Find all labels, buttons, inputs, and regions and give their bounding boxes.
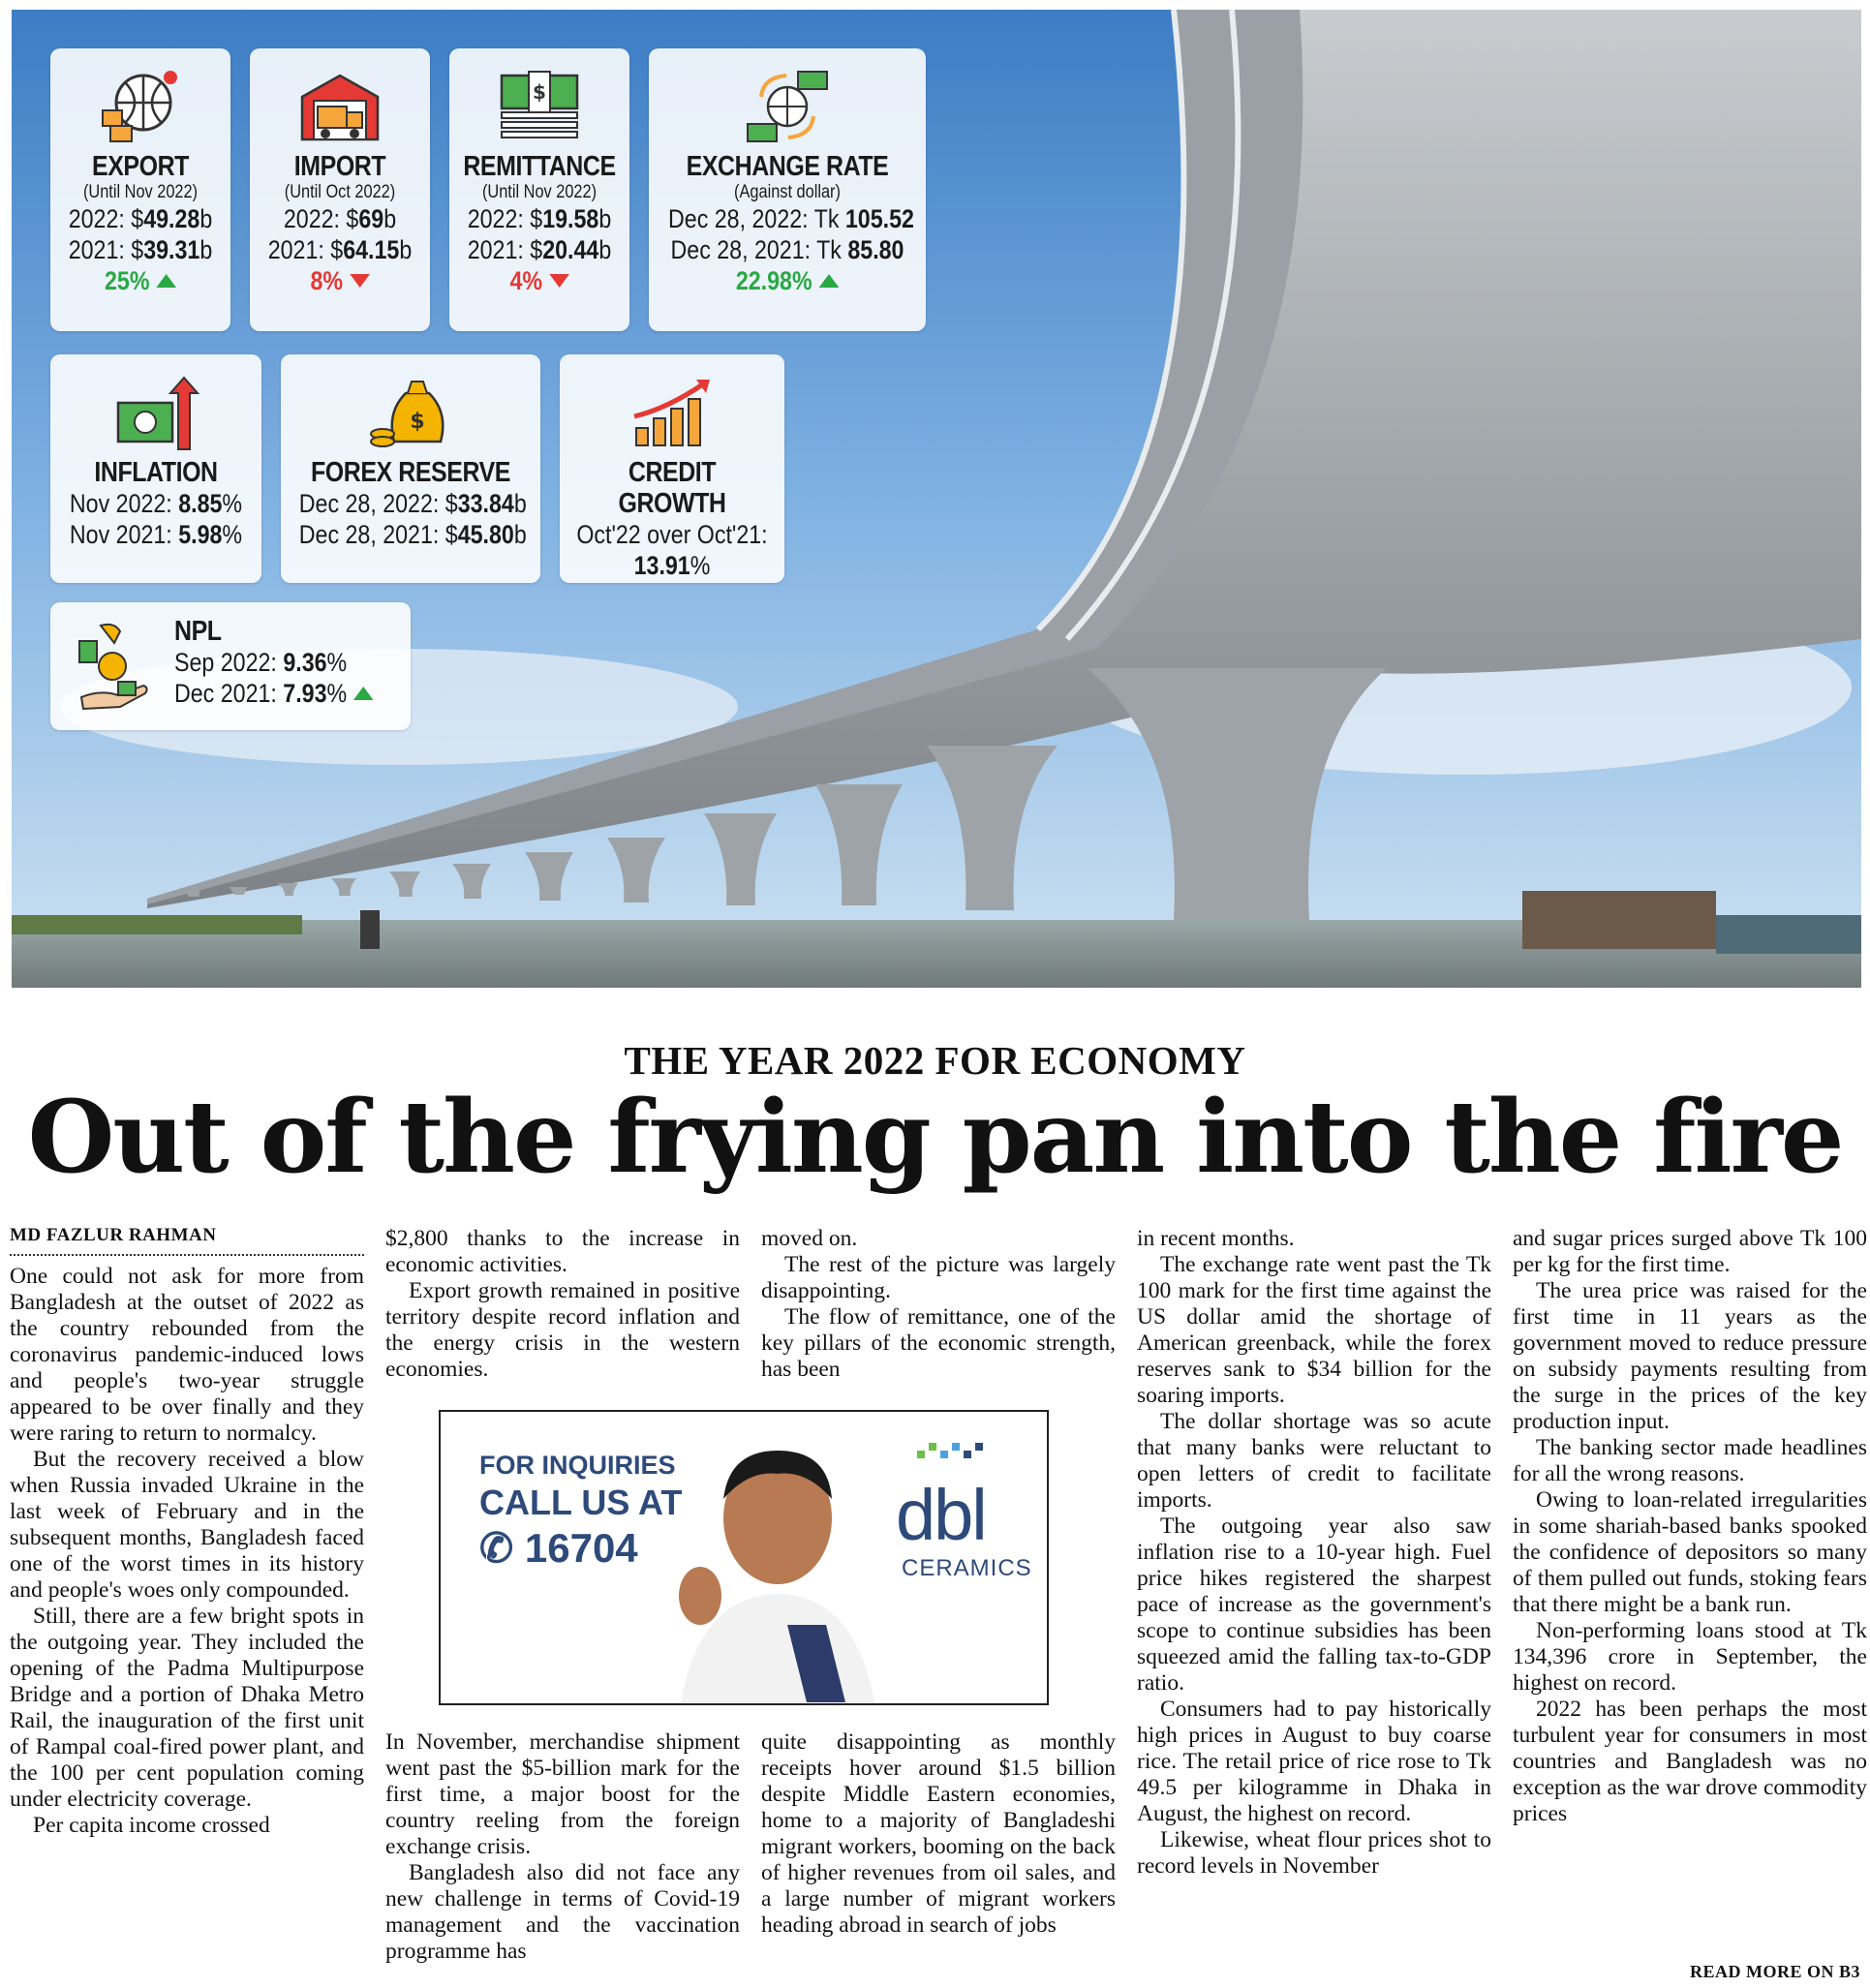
paragraph: Likewise, wheat flour prices shot to record levels in November [1137,1827,1491,1879]
paragraph: But the recovery received a blow when Russia invaded Ukraine in the last week of February and in the subsequent months, Bangladesh faced one of the worst times in its history and people's woes only compounded. [10,1447,364,1603]
paragraph: Non-performing loans stood at Tk 134,396 crore in September, the highest on record. [1513,1618,1867,1696]
export-card [50,48,230,331]
npl-card [50,602,411,730]
import-card [250,48,430,331]
npl-2021: Dec 2021: 7.93% [174,678,374,709]
column-3-top [761,1226,1116,1383]
credit-growth-value: 13.91% [633,551,711,580]
paragraph: moved on. [761,1226,858,1251]
remittance-card [449,48,629,331]
column-3-bottom [761,1729,1116,1939]
kicker: THE YEAR 2022 FOR ECONOMY [624,1038,1246,1083]
exchange-rate-2022: Dec 28, 2022: Tk 105.52 [668,204,914,233]
ad-model-image [661,1431,884,1702]
currency-exchange-icon [744,68,831,145]
dbl-logo: dbl [896,1475,986,1555]
paragraph: The outgoing year also saw inflation rise to a 10-year high. Fuel price hikes registered the sharpest pace of increase as the government's scope to continue subsidies has been squeezed amid the falling tax-to-GDP ratio. [1137,1514,1491,1696]
dbl-logo-subtitle: CERAMICS [902,1555,1032,1581]
credit-growth-card [560,354,784,583]
paragraph: Bangladesh also did not face any new challenge in terms of Covid-19 management and the vaccination programme has [385,1860,740,1964]
phone-icon: ✆ [479,1525,525,1571]
paragraph: in recent months. [1137,1226,1295,1251]
ad-inquiries-text: FOR INQUIRIES [479,1451,676,1480]
paragraph: $2,800 thanks to the increase in economic activities. [385,1226,740,1277]
column-2-bottom [385,1729,740,1965]
paragraph: and sugar prices surged above Tk 100 per kg for the first time. [1513,1226,1867,1277]
up-arrow-icon [156,274,176,288]
growth-chart-icon [628,374,716,451]
column-1 [10,1222,364,1839]
ad-phone[interactable]: ✆ 16704 [479,1525,638,1571]
money-stack-icon [496,68,583,145]
exchange-rate-title: EXCHANGE RATE [686,151,889,182]
export-2022: 2022: $49.28b [68,204,213,233]
warehouse-truck-icon [296,68,383,145]
ad-call-text: CALL US AT [479,1483,683,1522]
taka-arrow-up-icon [112,374,199,451]
exchange-rate-subtitle: (Against dollar) [734,182,841,202]
npl-title: NPL [174,616,222,647]
paragraph: The urea price was raised for the first time in 11 years as the government moved to reduce pressure on subsidy payments resulting from the surge in the prices of the key production input. [1513,1278,1867,1434]
headline: Out of the frying pan into the fire [27,1079,1843,1196]
column-4 [1137,1226,1491,1880]
dbl-ceramics-ad[interactable] [439,1410,1049,1705]
svg-text:$: $ [410,410,425,434]
paragraph: The banking sector made headlines for all the wrong reasons. [1513,1435,1867,1486]
npl-2022: Sep 2022: 9.36% [174,648,348,677]
export-title: EXPORT [92,151,189,182]
paragraph: The dollar shortage was so acute that many banks were reluctant to open letters of credit to facilitate imports. [1137,1409,1491,1513]
export-subtitle: (Until Nov 2022) [82,182,199,202]
paragraph: 2022 has been perhaps the most turbulent year for consumers in most countries and Bangladesh was no exception as the war drove commodity prices [1513,1697,1867,1826]
forex-reserve-2022: Dec 28, 2022: $33.84b [298,489,527,518]
paragraph: quite disappointing as monthly receipts hover around $1.5 billion despite Middle Eastern economies, home to a majority of Bangladeshi migrant workers, booming on the back of higher revenues from oil sales, and a large number of migrant workers heading abroad in search of jobs [761,1729,1116,1938]
import-2022: 2022: $69b [283,204,397,233]
remittance-change: 4% [462,265,617,296]
hand-money-icon [76,618,153,715]
column-5 [1513,1226,1867,1827]
inflation-2022: Nov 2022: 8.85% [69,489,243,518]
import-2021: 2021: $64.15b [267,235,413,264]
paragraph: The rest of the picture was largely disappointing. [761,1252,1116,1303]
inflation-card [50,354,261,583]
paragraph: Per capita income crossed [33,1813,270,1838]
inflation-title: INFLATION [94,457,218,488]
paragraph: The exchange rate went past the Tk 100 mark for the first time against the US dollar amid the shortage of American greenback, while the forex reserves sank to $34 billion for the soaring imports. [1137,1252,1491,1408]
import-change: 8% [262,265,417,296]
remittance-subtitle: (Until Nov 2022) [481,182,598,202]
column-2-top [385,1226,740,1383]
globe-boxes-icon [97,68,184,145]
paragraph: Export growth remained in positive territory despite record inflation and the energy crisis in the western economies. [385,1278,740,1382]
paragraph: One could not ask for more from Bangladesh at the outset of 2022 as the country rebounded from the coronavirus pandemic-induced lows and people's two-year struggle appeared to be over finally and they were raring to return to normalcy. [10,1264,364,1446]
forex-reserve-2021: Dec 28, 2021: $45.80b [298,520,527,549]
up-arrow-icon [818,274,839,288]
inflation-2021: Nov 2021: 5.98% [69,520,243,549]
remittance-2021: 2021: $20.44b [467,235,612,264]
exchange-rate-2021: Dec 28, 2021: Tk 85.80 [670,235,904,264]
export-2021: 2021: $39.31b [68,235,213,264]
money-bag-coins-icon [367,374,454,451]
export-change: 25% [63,265,218,296]
import-subtitle: (Until Oct 2022) [284,182,396,202]
read-more-link[interactable]: READ MORE ON B3 [1689,1962,1860,1981]
credit-growth-title: CREDIT GROWTH [618,457,726,519]
up-arrow-icon [353,687,374,700]
paragraph: Still, there are a few bright spots in the outgoing year. They included the opening of the Padma Multipurpose Bridge and a portion of Dhaka Metro Rail, the inauguration of the first unit of Rampal coal-fired power plant, and the 100 per cent population coming under electricity coverage. [10,1604,364,1812]
paragraph: Owing to loan-related irregularities in some shariah-based banks spooked the confidence of depositors so many of them pulled out funds, stoking fears that there might be a bank run. [1513,1487,1867,1617]
forex-reserve-title: FOREX RESERVE [310,457,510,488]
paragraph: In November, merchandise shipment went past the $5-billion mark for the first time, a major boost for the country reeling from the foreign exchange crisis. [385,1729,740,1859]
remittance-2022: 2022: $19.58b [467,204,612,233]
exchange-rate-change: 22.98% [668,265,906,296]
paragraph: The flow of remittance, one of the key pillars of the economic strength, has been [761,1304,1116,1382]
exchange-rate-card [649,48,926,331]
svg-text:$: $ [533,80,546,104]
paragraph: Consumers had to pay historically high prices in August to buy coarse rice. The retail price of rice rose to Tk 49.5 per kilogramme in Dhaka in August, the highest on record. [1137,1697,1491,1826]
remittance-title: REMITTANCE [463,151,616,182]
import-title: IMPORT [293,151,386,182]
byline: MD FAZLUR RAHMAN [10,1222,364,1256]
dbl-logo-dots-icon [915,1439,1012,1468]
down-arrow-icon [549,274,569,288]
credit-growth-period: Oct'22 over Oct'21: [576,520,768,549]
forex-reserve-card [281,354,540,583]
down-arrow-icon [350,274,370,288]
